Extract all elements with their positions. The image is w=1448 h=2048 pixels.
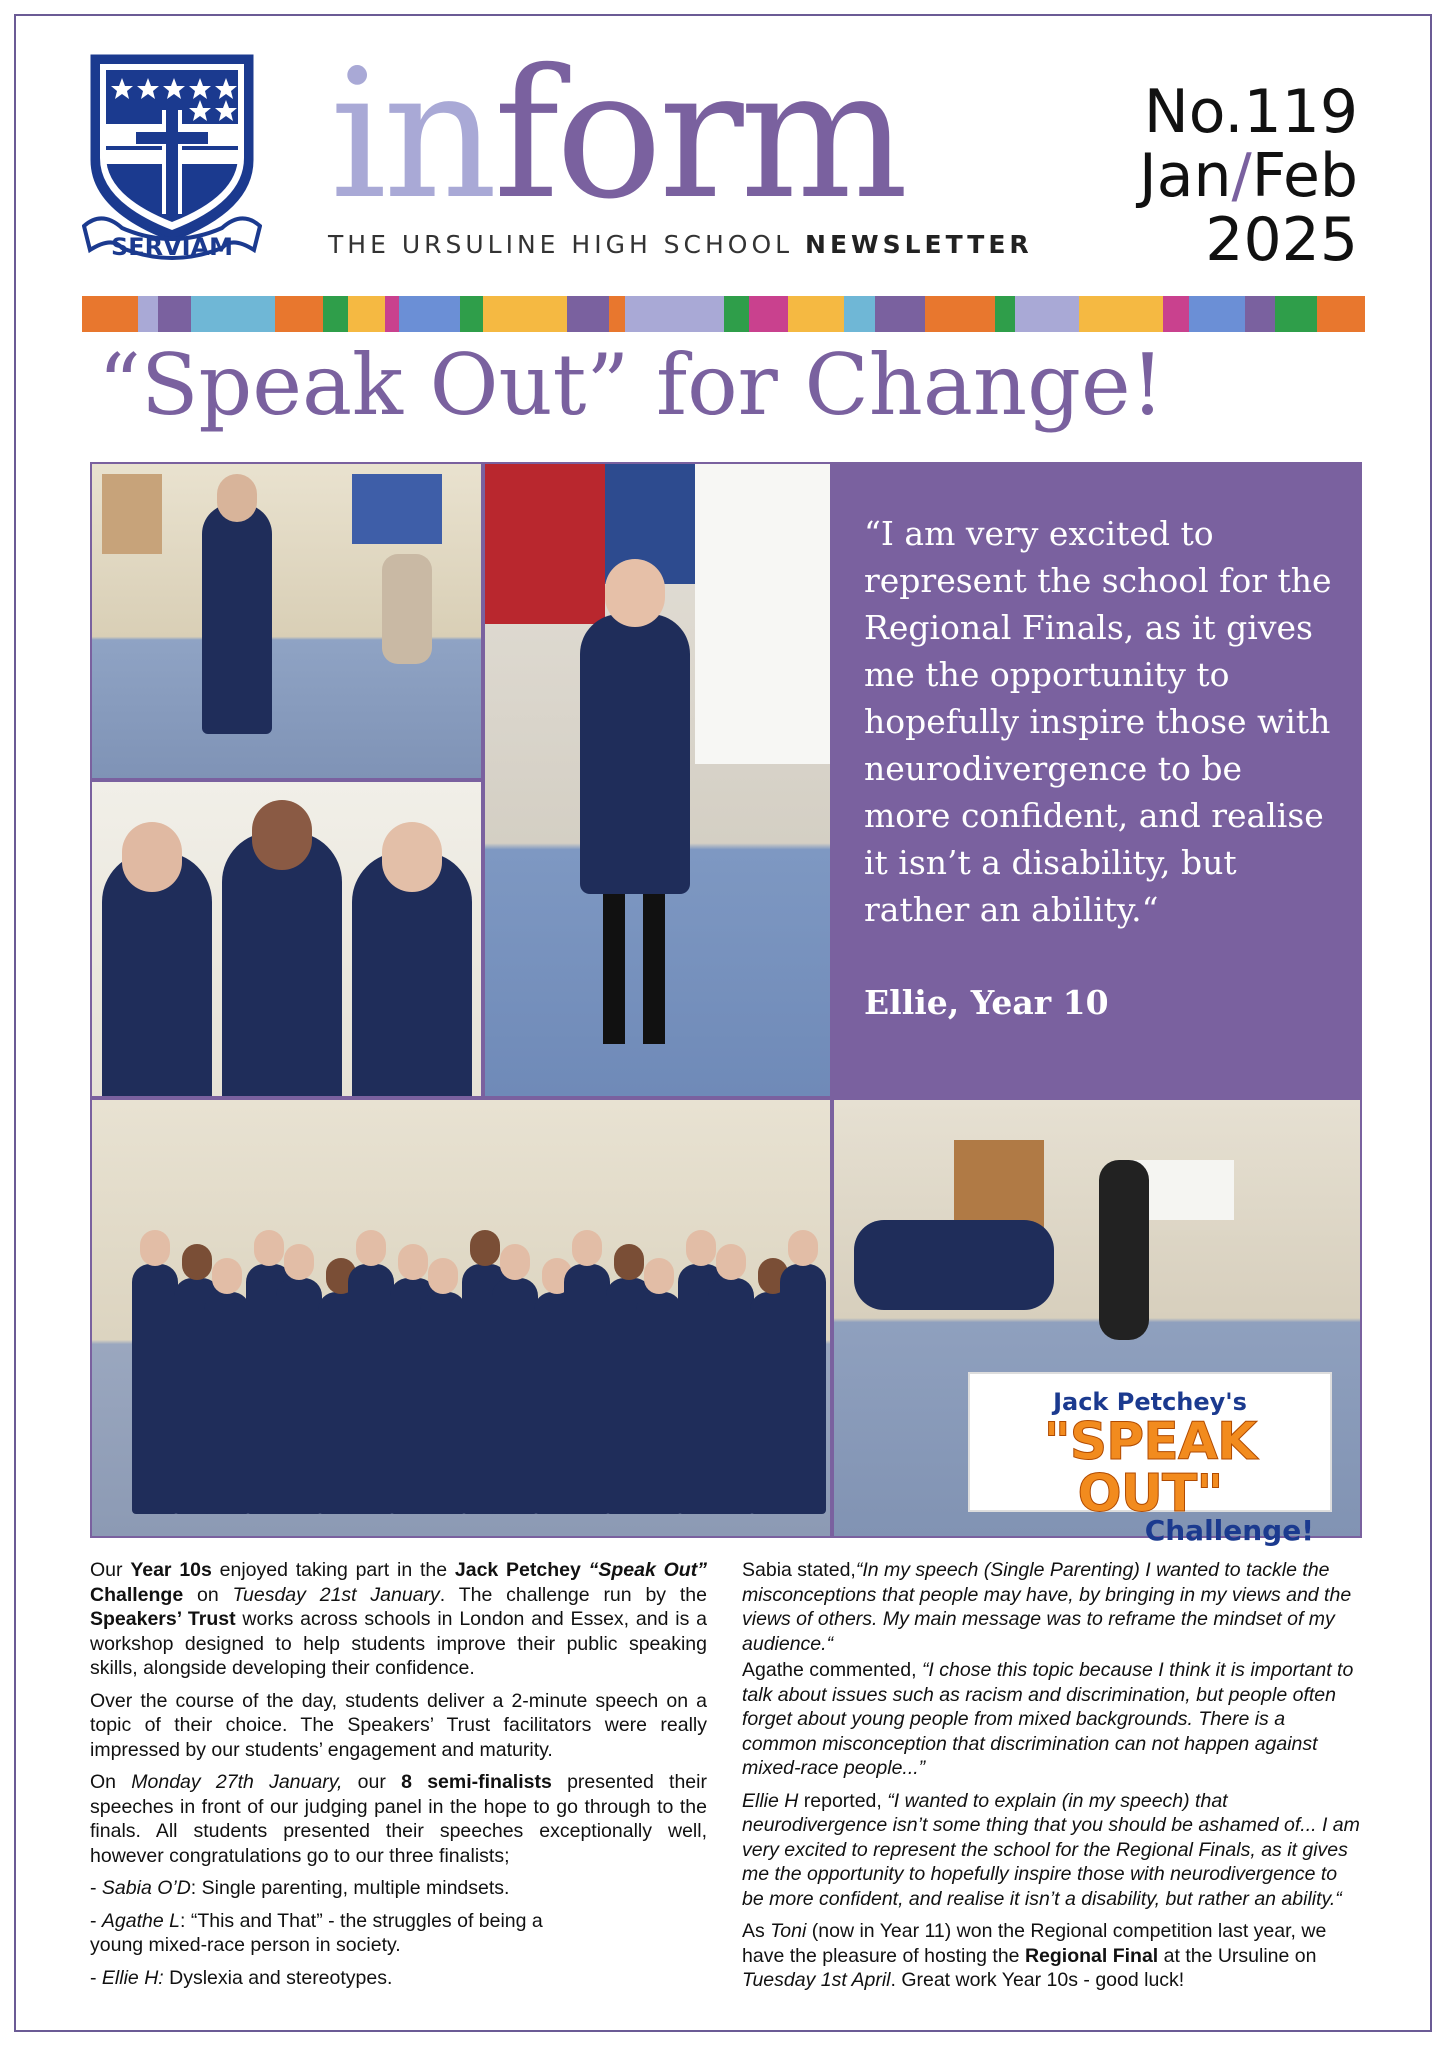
group-figure-head [398,1244,428,1280]
stripe-segment [385,296,399,332]
group-figure-head [572,1230,602,1266]
stripe-segment [138,296,158,332]
stripe-segment [483,296,567,332]
color-stripe [82,296,1365,332]
stripe-segment [1163,296,1188,332]
sabia-quote-paragraph: Sabia stated,“In my speech (Single Parenting) I wanted to tackle the misconceptions that people may have, by bringing in my views and the views of others. My main message was to reframe the mindset of my audience.“ [742,1559,1352,1655]
issue-info [1139,77,1358,275]
badge-line2: "SPEAK OUT" [1043,1412,1257,1524]
crest-motto: SERVIAM [110,233,234,261]
speak-out-challenge-logo [968,1372,1332,1547]
stripe-segment [1015,296,1079,332]
closing-paragraph: As Toni (now in Year 11) won the Regional competition last year, we have the pleasure of hosting the Regional Final at the Ursuline on Tuesday 1st April. Great work Year 10s - good luck! [742,1920,1327,1991]
stripe-segment [1317,296,1365,332]
agathe-quote-paragraph: Agathe commented, “I chose this topic because I think it is important to talk about issues such as racism and discrimination, but people often forget about young people from mixed backgrounds. There is a common misconception that discrimination can not happen against mixed-race people...” [742,1659,1354,1779]
finalist-item: - Agathe L: “This and That” - the struggles of being a young mixed-race person in society. [90,1909,543,1956]
stripe-segment [925,296,995,332]
group-figure-head [716,1244,746,1280]
group-figure-head [356,1230,386,1266]
newsletter-brand [330,31,905,238]
group-figure-body [780,1264,826,1514]
page-headline: “Speak Out” for Change! [98,336,1165,434]
school-crest-logo [82,50,262,270]
stripe-segment [844,296,875,332]
group-figure-body [564,1264,610,1514]
group-figure-head [254,1230,284,1266]
group-figure-head [140,1230,170,1266]
group-figure-head [182,1244,212,1280]
group-figure-body [204,1292,250,1514]
finalist-item: - Ellie H: Dyslexia and stereotypes. [90,1966,393,1989]
group-figure-head [500,1244,530,1280]
group-figure-body [276,1278,322,1514]
stripe-segment [1275,296,1317,332]
group-figure-body [348,1264,394,1514]
stripe-segment [995,296,1015,332]
article-paragraph-1: Our Year 10s enjoyed taking part in the Jack Petchey “Speak Out” Challenge on Tuesday 21st January. The challenge run by the Speakers’ Trust works across schools in London and Essex, and is a workshop designed to help students improve their public speaking skills, alongside developing their confidence. [90,1559,707,1679]
stripe-segment [567,296,609,332]
article-paragraph-2: Over the course of the day, students deliver a 2-minute speech on a topic of their choice. The Speakers’ Trust facilitators were really impressed by our students’ engagement and maturity. [90,1689,707,1761]
group-figure-head [470,1230,500,1266]
quote-text: “I am very excited to represent the school for the Regional Finals, as it gives me the opportunity to hopefully inspire those with neurodivergence to be more confident, and realise it isn’t a disability, but rather an ability.“ [864,514,1332,929]
stripe-segment [275,296,323,332]
article-left-column [90,1558,707,1998]
group-figure-head [614,1244,644,1280]
group-figure-head [428,1258,458,1294]
newsletter-subtitle [328,230,1033,259]
brand-form: form [493,31,905,238]
badge-line1: Jack Petchey's [1053,1388,1247,1416]
group-figure-body [132,1264,178,1514]
issue-number: No.119 [1143,77,1358,147]
stripe-segment [1245,296,1276,332]
stripe-segment [399,296,461,332]
stripe-segment [788,296,844,332]
brand-in: in [330,31,494,238]
stripe-segment [749,296,788,332]
group-figure-head [686,1230,716,1266]
photo-student-speaking-classroom [90,462,483,780]
group-figure-body [708,1278,754,1514]
quote-attribution: Ellie, Year 10 [864,983,1109,1022]
stripe-segment [323,296,348,332]
finalist-item: - Sabia O’D: Single parenting, multiple mindsets. [90,1877,510,1899]
group-figure-head [644,1258,674,1294]
stripe-segment [158,296,192,332]
group-figure-body [492,1278,538,1514]
stripe-segment [348,296,384,332]
stripe-segment [609,296,626,332]
article-right-column [742,1558,1362,2001]
badge-line3: Challenge! [1144,1514,1314,1547]
issue-year: 2025 [1205,205,1358,275]
group-figure-head [212,1258,242,1294]
stripe-segment [1079,296,1163,332]
stripe-segment [191,296,275,332]
stripe-segment [1189,296,1245,332]
group-figure-body [420,1292,466,1514]
stripe-segment [460,296,482,332]
stripe-segment [625,296,723,332]
group-figure-body [636,1292,682,1514]
issue-months: Jan/Feb [1139,141,1358,211]
photo-student-presenting [483,462,832,1098]
stripe-segment [724,296,749,332]
ellie-quote-paragraph: Ellie H reported, “I wanted to explain (in my speech) that neurodivergence isn’t some thing that you should be ashamed of... I am very excited to represent the school for the Regional Finals, as it gives me the opportunity to hopefully inspire those with neurodivergence to be more confident, and realise it isn’t a disability, but rather an ability.“ [742,1789,1360,1910]
photo-three-finalists [90,780,483,1098]
quote-panel [832,462,1362,1099]
group-figure-head [284,1244,314,1280]
subtitle-bold: NEWSLETTER [805,230,1033,259]
stripe-segment [875,296,925,332]
group-figure-head [788,1230,818,1266]
stripe-segment [82,296,138,332]
subtitle-plain: THE URSULINE HIGH SCHOOL [328,230,806,259]
article-paragraph-3: On Monday 27th January, our 8 semi-finalists presented their speeches in front of our judging panel in the hope to go through to the finals. All students presented their speeches exceptionally well, however congratulations go to our three finalists; [90,1771,707,1867]
photo-year10-group [90,1098,832,1538]
